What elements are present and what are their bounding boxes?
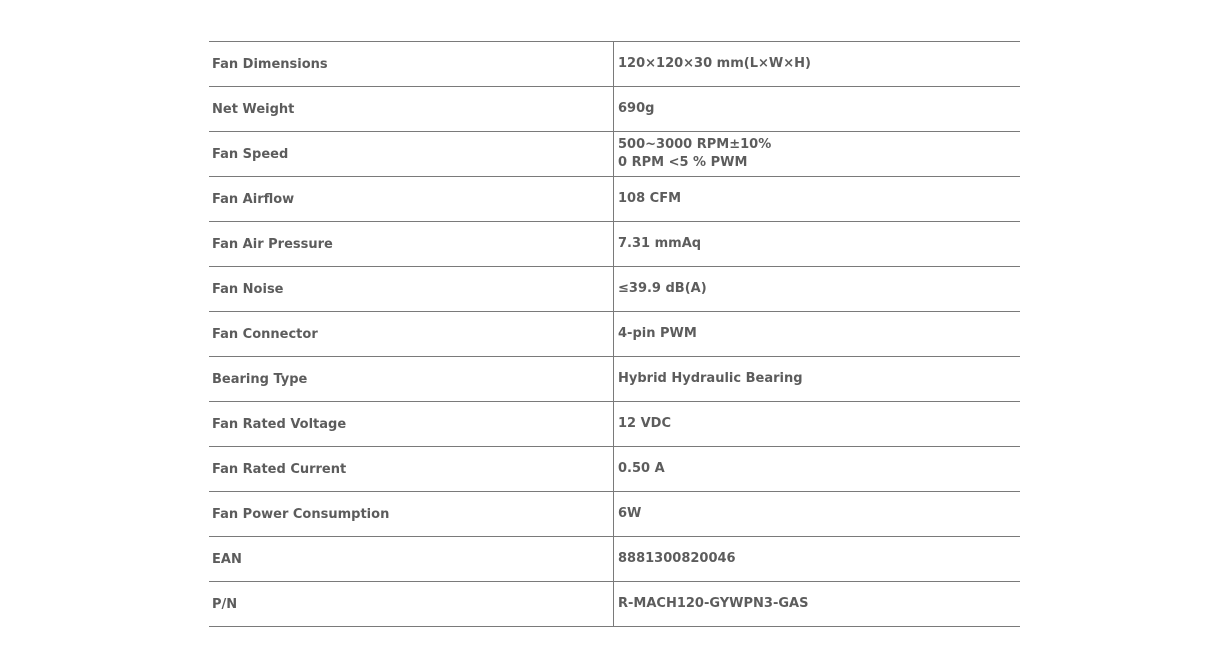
spec-row-fan-connector (209, 312, 1020, 357)
spec-value (614, 402, 1020, 446)
spec-label: Net Weight (209, 87, 614, 131)
spec-value-line: 7.31 mmAq (618, 236, 702, 251)
spec-row-fan-noise (209, 267, 1020, 312)
spec-label: Fan Speed (209, 132, 614, 176)
spec-label: Fan Power Consumption (209, 492, 614, 536)
spec-value-line: 8881300820046 (618, 551, 736, 566)
spec-label: Fan Rated Current (209, 447, 614, 491)
spec-label: Fan Rated Voltage (209, 402, 614, 446)
spec-label: Fan Air Pressure (209, 222, 614, 266)
spec-value-line: 500~3000 RPM±10% (618, 137, 772, 152)
spec-value (614, 582, 1020, 626)
spec-label: Bearing Type (209, 357, 614, 401)
spec-label: EAN (209, 537, 614, 581)
spec-row-fan-rated-voltage (209, 402, 1020, 447)
spec-row-bearing-type (209, 357, 1020, 402)
spec-value-line: ≤39.9 dB(A) (618, 281, 707, 296)
spec-value (614, 222, 1020, 266)
spec-label: Fan Dimensions (209, 42, 614, 86)
spec-value-line: 120×120×30 mm(L×W×H) (618, 56, 811, 71)
spec-value (614, 312, 1020, 356)
spec-value (614, 267, 1020, 311)
spec-value-line: 0.50 A (618, 461, 665, 476)
spec-row-fan-rated-current (209, 447, 1020, 492)
spec-row-fan-speed (209, 132, 1020, 177)
spec-value (614, 492, 1020, 536)
spec-value (614, 177, 1020, 221)
spec-table (209, 41, 1020, 627)
spec-label: P/N (209, 582, 614, 626)
spec-value (614, 87, 1020, 131)
spec-label: Fan Airflow (209, 177, 614, 221)
spec-row-ean (209, 537, 1020, 582)
spec-value-line: 4-pin PWM (618, 326, 697, 341)
spec-row-fan-air-pressure (209, 222, 1020, 267)
spec-value-line: R-MACH120-GYWPN3-GAS (618, 596, 809, 611)
spec-value-line: 12 VDC (618, 416, 672, 431)
spec-value (614, 357, 1020, 401)
spec-value-line: 6W (618, 506, 642, 521)
spec-label: Fan Noise (209, 267, 614, 311)
spec-value-line: 0 RPM <5 % PWM (618, 155, 748, 170)
spec-value (614, 42, 1020, 86)
spec-value-line: Hybrid Hydraulic Bearing (618, 371, 803, 386)
spec-label: Fan Connector (209, 312, 614, 356)
spec-value (614, 132, 1020, 176)
spec-value (614, 447, 1020, 491)
spec-row-fan-airflow (209, 177, 1020, 222)
spec-value (614, 537, 1020, 581)
spec-row-net-weight (209, 87, 1020, 132)
spec-row-part-number (209, 582, 1020, 627)
spec-value-line: 108 CFM (618, 191, 682, 206)
spec-value-line: 690g (618, 101, 655, 116)
spec-row-fan-dimensions (209, 42, 1020, 87)
spec-row-fan-power-consumption (209, 492, 1020, 537)
